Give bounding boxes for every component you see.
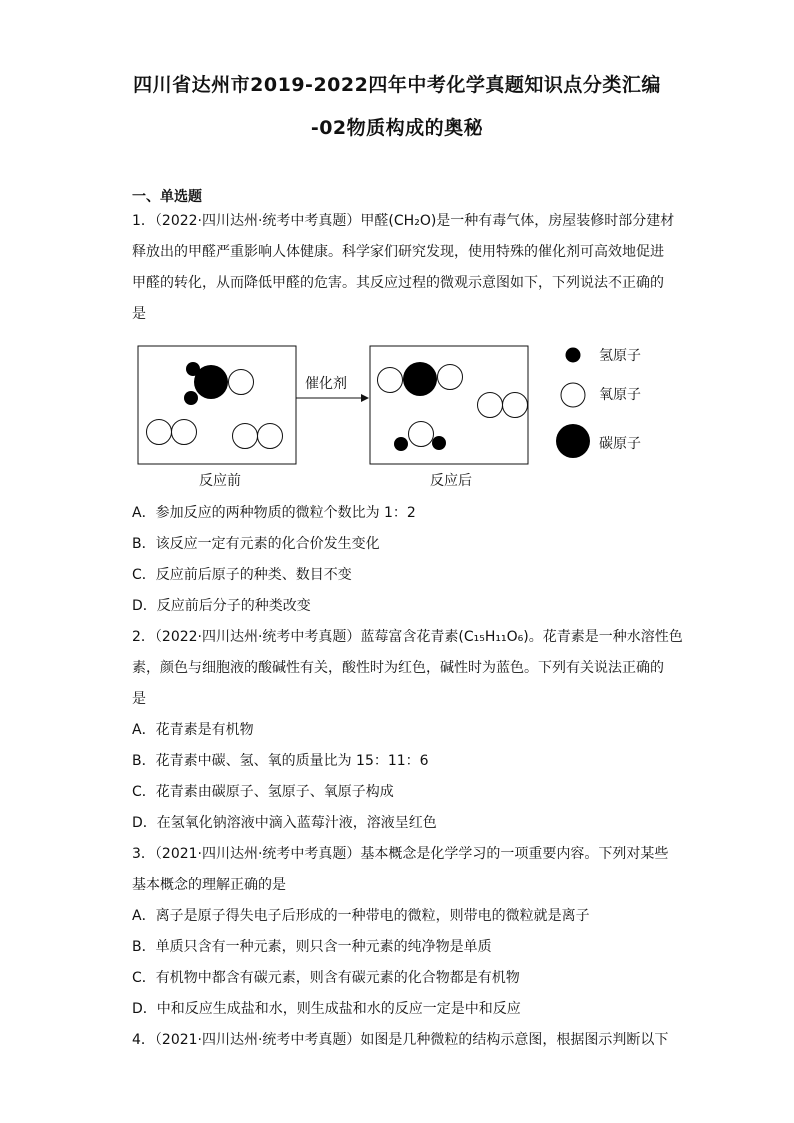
legend-hydrogen-icon [566,348,581,363]
q2-stem-line: 是 [132,691,146,707]
oxygen-atom [478,393,503,418]
q2-option-d: D．在氢氧化钠溶液中滴入蓝莓汁液，溶液呈红色 [132,815,437,831]
oxygen-atom [258,424,283,449]
oxygen-atom [409,422,434,447]
oxygen-atom [147,420,172,445]
q1-option-d: D．反应前后分子的种类改变 [132,598,311,614]
q1-option-a: A．参加反应的两种物质的微粒个数比为 1：2 [132,505,416,521]
q3-stem-line: 3．（2021·四川达州·统考中考真题）基本概念是化学学习的一项重要内容。下列对某些 [132,846,669,862]
q1-stem-line: 甲醛的转化，从而降低甲醛的危害。其反应过程的微观示意图如下，下列说法不正确的 [132,275,664,291]
q2-stem-line: 素，颜色与细胞液的酸碱性有关，酸性时为红色，碱性时为蓝色。下列有关说法正确的 [132,660,664,676]
oxygen-atom [229,370,254,395]
oxygen-atom [438,365,463,390]
legend-oxygen-icon [561,383,585,407]
q2-option-a: A．花青素是有机物 [132,722,254,738]
q1-option-c: C．反应前后原子的种类、数目不变 [132,567,352,583]
q3-option-b: B．单质只含有一种元素，则只含一种元素的纯净物是单质 [132,939,492,955]
legend-oxygen-label: 氧原子 [599,387,641,403]
legend-hydrogen-label: 氢原子 [599,348,641,364]
q3-option-d: D．中和反应生成盐和水，则生成盐和水的反应一定是中和反应 [132,1001,521,1017]
reaction-diagram-svg [136,342,656,492]
oxygen-atom [503,393,528,418]
q2-option-c: C．花青素由碳原子、氢原子、氧原子构成 [132,784,394,800]
q1-option-b: B．该反应一定有元素的化合价发生变化 [132,536,380,552]
q1-stem-line: 是 [132,306,146,322]
oxygen-atom [172,420,197,445]
q1-stem-line: 释放出的甲醛严重影响人体健康。科学家们研究发现，使用特殊的催化剂可高效地促进 [132,244,664,260]
oxygen-atom [233,424,258,449]
oxygen-atom [378,368,403,393]
legend-carbon-icon [556,424,590,458]
document-title-line2: -02物质构成的奥秘 [310,117,484,139]
q1-stem-line: 1．（2022·四川达州·统考中考真题）甲醛(CH₂O)是一种有毒气体，房屋装修时部分建材 [132,213,675,229]
carbon-atom [403,362,437,396]
q3-option-a: A．离子是原子得失电子后形成的一种带电的微粒，则带电的微粒就是离子 [132,908,590,924]
after-caption: 反应后 [430,473,472,489]
q3-option-c: C．有机物中都含有碳元素，则含有碳元素的化合物都是有机物 [132,970,520,986]
catalyst-label: 催化剂 [305,376,347,392]
q2-option-b: B．花青素中碳、氢、氧的质量比为 15：11：6 [132,753,429,769]
reaction-micro-diagram [136,342,656,492]
carbon-atom [194,365,228,399]
before-caption: 反应前 [199,473,241,489]
legend-carbon-label: 碳原子 [599,436,641,452]
q2-stem-line: 2．（2022·四川达州·统考中考真题）蓝莓富含花青素(C₁₅H₁₁O₆)。花青素是一种水溶性色 [132,629,683,645]
q3-stem-line: 基本概念的理解正确的是 [132,877,286,893]
hydrogen-atom [432,436,446,450]
q4-stem-line: 4．（2021·四川达州·统考中考真题）如图是几种微粒的结构示意图，根据图示判断以下 [132,1032,669,1048]
hydrogen-atom [394,437,408,451]
hydrogen-atom [184,391,198,405]
document-title-line1: 四川省达州市2019-2022四年中考化学真题知识点分类汇编 [133,74,661,96]
section-heading: 一、单选题 [132,189,202,205]
